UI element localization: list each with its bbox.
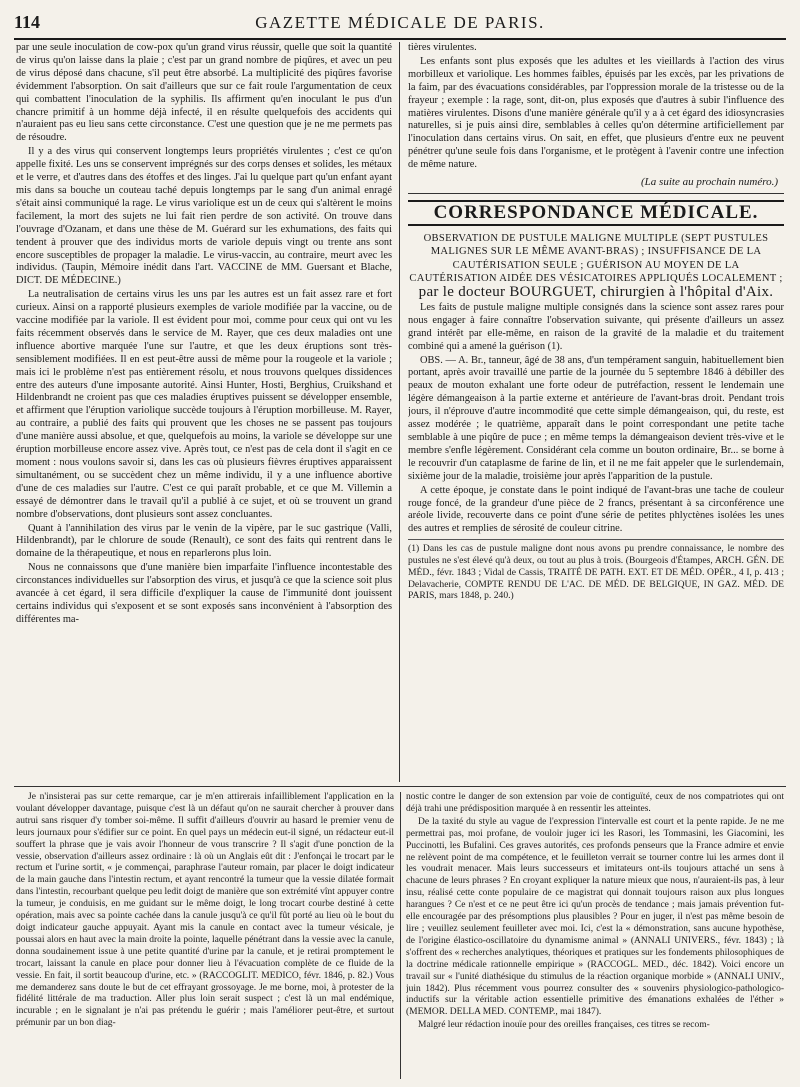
running-title: GAZETTE MÉDICALE DE PARIS.: [255, 13, 545, 32]
left-paragraph: Il y a des virus qui conservent longtemps leurs propriétés virulentes ; c'est ce qu'on appelle fixité. Les uns se conservent imprégnés sur des corps denses et solides, les métaux et le verre, et d'autres dans des étoffes et des linges. J'ai lu quelque part qu'un enfant ayant mis dans sa bouche un couteau taché depuis longtemps par le sang d'un animal enragé s'était ainsi communiqué la rage. Le virus variolique est un de ceux qui s'altèrent le moins facilement, la mort des sujets ne lui fait rien perdre de son activité. On trouve dans l'ouvrage d'Ozanam, et dans une thèse de M. Guérard sur les exhumations, des faits qui tendent à prouver que des individus morts de variole depuis vingt ou trente ans sont encore susceptibles de propager la maladie. Le virus-vaccin, au contraire, meurt avec les individus. (Taupin, Mémoire inédit dans l'art. VACCINE de MM. Guersant et Blache, DICT. DE MÉDECINE.): [16, 146, 392, 287]
feuilleton-paragraph: De la taxité du style au vague de l'expression l'intervalle est court et la pente rapide. Je ne me permettrai pas, moi profane, de vouloir juger ici les Rasori, les Tommasini, les Giacomini, les Puccinotti, les Bufalini. Ces graves autorités, ces profonds penseurs que la France admire et envie ne relèvent point de ma compétence, et le feuilleton verrait se tourner contre lui les armes dont il les voudrait menacer. Mais leurs successeurs et imitateurs ont-ils toujours attaché un sens à chacune de leurs phrases ? En croyant expliquer la nature mieux que nous, n'auraient-ils pas, à leur insu, réalisé cette conte populaire de ce magistrat qui donnait toujours raison aux plus longues harangues ? Ce n'est et ce ne peut être ici qu'un procès de tendance ; mais jamais prévention fut-elle encouragée par des présomptions plus plausibles ? Pour en juger, il n'est pas même besoin de lire ; veuillez seulement feuilleter avec moi. Ici, c'est la « démonstration, sans aucune hypothèse, de l'origine élastico-oscillatoire du dynamisme animal » (ANNALI UNIVERS., févr. 1843) ; là s'offrent des « recherches analytiques, théoriques et pratiques sur les fondements philosophiques de la doctrine médicale rationnelle empirique » (RACCOGL. MED., déc. 1842). Voici encore un travail sur « l'unité diathésique du stimulus de la réaction organique morbide » (ANNALI UNIV., juin 1842). Plus récemment vous pourrez consulter des « souvenirs physiologico-pathologico-inductifs sur la véritable action essentielle primitive des émanations exhalées de l'éther » (MEMOR. DELLA MED. CONTEMP., mai 1847).: [406, 816, 784, 1018]
right-column: [408, 42, 784, 782]
section-divider: [408, 193, 784, 194]
page-header: [14, 8, 786, 40]
article-paragraph: Les faits de pustule maligne multiple consignés dans la science sont assez rares pour nous engager à faire connaître l'observation suivante, qui présente d'ailleurs un assez grand intérêt par elle-même, en raison de la gravité de la maladie et du traitement combiné qui a amené la guérison (1).: [408, 301, 784, 352]
section-title: CORRESPONDANCE MÉDICALE.: [408, 200, 784, 226]
page-number: 114: [14, 12, 41, 32]
author-byline: par le docteur BOURGUET, chirurgien à l'hôpital d'Aix.: [418, 283, 774, 300]
newspaper-page: [14, 8, 786, 1079]
continuation-text: tières virulentes.: [408, 42, 477, 53]
left-paragraph: par une seule inoculation de cow-pox qu'un grand virus réussir, quelle que soit la quantité de virus qu'on laisse dans la plaie ; c'est par un grand nombre de piqûres, et avec un peu de virus déposé dans chacune, s'il peut être absorbé. La multiplicité des piqûres favorise évidemment l'absorption. On sait d'ailleurs que sur ce fait roule l'argumentation de ceux qui combattent l'inoculation de la syphilis. Ils affirment qu'en inoculant le pus d'un chancre primitif à un homme déjà infecté, il en résulte quelquefois des accidents qui n'auraient pas eu lieu sans cette circonstance. C'est une question que je ne me permets pas de résoudre.: [16, 42, 392, 144]
main-columns: [14, 42, 786, 782]
to-be-continued-note: (La suite au prochain numéro.): [641, 176, 778, 189]
left-paragraph: La neutralisation de certains virus les uns par les autres est un fait assez rare et fort curieux. Ainsi on a rapporté plusieurs exemples de variole modifiée par la vaccine, ou de vaccine modifiée par la variole. Il est évident pour moi, comme pour ceux qui ont vu les faits récemment observés dans le service de M. Rayer, que ces deux maladies ont une influence abortive marquée l'une sur l'autre, et que les deux éruptions sont très-sensiblement modifiées. Il en est peut-être aussi de même pour la rougeole et la variole ; mais ici le problème n'est pas entièrement résolu, et nous trouvons quelques dissidences entre des auteurs d'une imposante autorité. Ainsi Hunter, Hosti, Berghius, Cruikshand et Hildenbrandt ne croient pas que ces maladies éruptives puissent se développer ensemble, et affirment que l'éruption variolique succède toujours à l'éruption morbilleuse. M. Rayer, au contraire, a publié des faits qui prouvent que les choses ne se passent pas toujours d'une manière aussi absolue, et que, quelquefois au moins, la variole se développe sur une éruption morbilleuse encore assez vive. Après tout, ce n'est pas de cela dont il s'agit en ce moment : nous voulons savoir si, dans les cas où plusieurs fièvres éruptives apparaissent simultanément, ou se succèdent chez un même individu, il y a une influence abortive d'une de ces maladies sur l'autre. C'est ce qui paraît probable, et ce que M. Villemin a essayé de démontrer dans le travail qu'il a publié à ce sujet, et où se trouvent un grand nombre d'observations, dont plusieurs sont assez concluantes.: [16, 289, 392, 520]
feuilleton-paragraph: nostic contre le danger de son extension par voie de contiguïté, ceux de nos compatriotes qui ont déjà trahi une prédisposition marquée à en ressentir les atteintes.: [406, 792, 784, 814]
article-paragraph: A cette époque, je constate dans le point indiqué de l'avant-bras une tache de couleur rouge foncé, de la grandeur d'une pièce de 2 francs, présentant à sa circonférence une aréole livide, recouverte dans ce point d'une série de petites phlyctènes isolées les unes des autres et remplies de sérosité de couleur citrine.: [408, 484, 784, 535]
feuilleton-divider: [14, 786, 786, 787]
footnote: (1) Dans les cas de pustule maligne dont nous avons pu prendre connaissance, le nombre des pustules ne s'est élevé qu'à deux, ou tout au plus à trois. (Bourgeois d'Étampes, ARCH. GÉN. DE MÉD., févr. 1843 ; Vidal de Cassis, TRAITÉ DE PATH. EXT. ET DE MÉD. OPÉR., 4 I, p. 413 ; Delavacherie, COMPTE RENDU DE L'AC. DE MÉD. DE BELGIQUE, IN GAZ. MÉD. DE PARIS, mars 1848, p. 240.): [408, 539, 784, 602]
right-paragraph: Les enfants sont plus exposés que les adultes et les vieillards à l'action des virus morbilleux et variolique. Les hommes faibles, épuisés par les excès, par les privations de la faim, par des évacuations considérables, par l'oppression morale de la tristesse ou de la frayeur ; exemple : la rage, sont, dit-on, plus exposés que d'autres à subir l'influence des matières virulentes. Disons d'une manière générale qu'il y a à cet égard des idiosyncrasies naturelles, si je puis ainsi dire, semblables à celles qu'on détermine artificiellement par l'inoculation dans certains virus. On sait, en effet, que plusieurs d'entre eux ne peuvent pénétrer qu'une seule fois dans l'organisme, et le protègent à l'avenir contre une infection de même nature.: [408, 55, 784, 171]
feuilleton-paragraph: Malgré leur rédaction inouïe pour des oreilles françaises, ces titres se recom-: [418, 1020, 710, 1031]
left-paragraph: Quant à l'annihilation des virus par le venin de la vipère, par le suc gastrique (Valli, Hildenbrandt), par le chlorure de soude (Renault), ce sont des faits qui rentrent dans le domaine de la thérapeutique, et nous en reparlerons plus loin.: [16, 522, 392, 560]
article-paragraph: OBS. — A. Br., tanneur, âgé de 38 ans, d'un tempérament sanguin, habituellement bien portant, après avoir travaillé une partie de la journée du 5 septembre 1846 à débiller des peaux de mouton exhalant une forte odeur de putréfaction, ressent le lendemain une légère démangeaison à la partie externe et antérieure de l'avant-bras droit. Pendant trois jours, il n'éprouve d'autre incommodité que cette simple démangeaison, qui, du reste, est assez modérée ; le quatrième, apparaît dans le point correspondant une petite tache semblable à une piqûre de puce ; en même temps la démangeaison devient très-vive et le membre s'enfle légèrement. Considérant cela comme un bouton ordinaire, Br... se borne à le recouvrir d'un cataplasme de farine de lin, et il ne me fait appeler que le surlendemain, sixième jour de la maladie, troisième jour après l'apparition de la pustule.: [408, 354, 784, 482]
observation-title: [408, 232, 784, 300]
feuilleton-column-divider: [400, 792, 401, 1079]
feuilleton-section: [14, 792, 786, 1079]
feuilleton-left-column: [16, 792, 394, 1079]
left-paragraph: Nous ne connaissons que d'une manière bien imparfaite l'influence incontestable des circonstances individuelles sur l'absorption des virus, et jusqu'à ce que la science soit plus avancée à cet égard, il sera difficile d'expliquer la cause de l'immunité dont jouissent certains individus qui s'exposent et se sont exposés sans inconvénient à l'absorption des différentes ma-: [16, 562, 392, 625]
observation-heading: OBSERVATION DE PUSTULE MALIGNE MULTIPLE (SEPT PUSTULES MALIGNES SUR LE MÊME AVANT-BRAS) ; INSUFFISANCE DE LA CAUTÉRISATION SEULE ; GUÉRISON AU MOYEN DE LA CAUTÉRISATION AIDÉE DES VÉSICATOIRES APPLIQUÉS LOCALEMENT ;: [409, 232, 783, 285]
feuilleton-paragraph: Je n'insisterai pas sur cette remarque, car je m'en attirerais infailliblement l'application en la voulant développer davantage, puisque c'est là un défaut qu'on ne saurait chercher à prouver dans autrui sans risquer d'y tomber soi-même. Il suffit d'ailleurs d'ouvrir au hasard le premier venu de leurs journaux pour s'édifier sur ce point. En quel pays un médecin eut-il signé, un rédacteur eut-il souffert la phrase que je vais avoir l'honneur de vous transcrire ? Il s'agit d'une ponction de la vessie, observation d'ailleurs assez ordinaire : là où un Anglais eût dit : J'enfonçai le trocart par le rectum et l'urine sortit, « je commençai, paraphrase l'auteur romain, par placer le doigt indicateur de la main gauche dans l'intestin rectum, et ayant rencontré la tumeur que la vessie dilatée formait dans l'intestin, recourbant quelque peu ledit doigt de manière que son extrémité vînt appuyer contre la tumeur, je conduisis, en me guidant sur le même doigt, le long trocart courbe destiné à cette opération, mais avec sa pointe cachée dans la canule jusqu'à ce qu'il fût porté au lieu où le bout du doigt indicateur gauche appuyait. Ayant mis la canule en contact avec la tumeur vésicale, je poussai alors en haut avec la main droite la pointe, laquelle pénétrant dans la vessie avec la canule, donna soudainement issue à une petite quantité d'urine par la canule, et je retirai promptement le trocart, laissant la canule en place pour donner lieu à l'évacuation complète de ce fluide de la vessie. En fait, il sortit beaucoup d'urine, etc. » (RACCOGLIT. MEDICO, févr. 1846, p. 82.) Vous me demanderez sans doute le but de cet effrayant grossoyage. Je me borne, moi, à protester de la fidélité littérale de ma traduction. Aller plus loin serait suspect ; c'est là un mal endémique, incurable ; en le signalant je n'ai pas prétendu le guérir ; mais l'améliorer peut-être, et surtout prémunir par un bon diag-: [16, 792, 394, 1029]
left-column: [16, 42, 392, 782]
column-divider: [399, 42, 400, 782]
feuilleton-right-column: [406, 792, 784, 1079]
